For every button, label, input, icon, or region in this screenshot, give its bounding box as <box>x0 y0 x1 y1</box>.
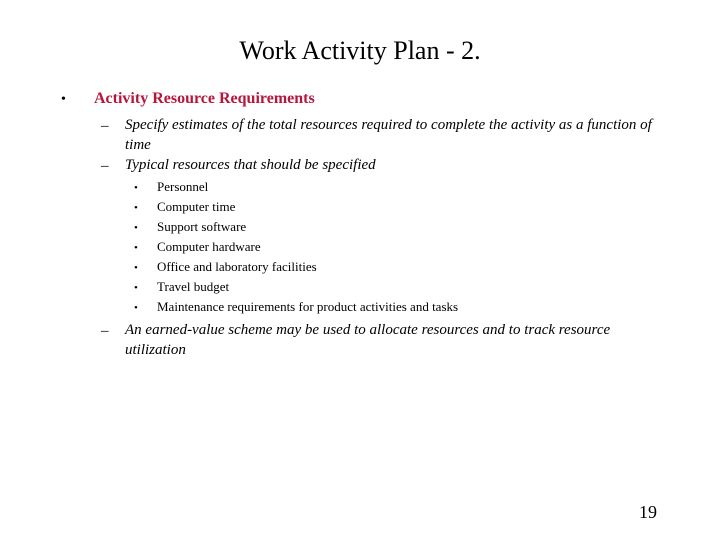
dash-marker: – <box>101 158 109 174</box>
section-heading: Activity Resource Requirements <box>94 90 315 107</box>
list-item-label: Maintenance requirements for product activities and tasks <box>157 299 459 314</box>
list-item-label: Computer time <box>157 199 236 214</box>
list-item-label: Computer hardware <box>157 239 261 254</box>
list-item <box>134 177 458 197</box>
bullet-marker: • <box>134 242 138 254</box>
bullet-marker: • <box>134 282 138 294</box>
list-item <box>134 257 458 277</box>
subpoint-typical-resources: Typical resources that should be specified <box>125 157 376 173</box>
list-item <box>134 297 458 317</box>
subpoint-earned-value: An earned-value scheme may be used to allocate resources and to track resource utilization <box>125 322 611 358</box>
list-item <box>134 217 458 237</box>
list-item <box>134 277 458 297</box>
list-item-label: Travel budget <box>157 279 230 294</box>
resource-list <box>134 177 458 317</box>
page-number: 19 <box>639 502 657 522</box>
dash-marker: – <box>101 323 109 339</box>
list-item <box>134 197 458 217</box>
slide-title: Work Activity Plan - 2. <box>239 36 481 65</box>
bullet-marker: • <box>134 262 138 274</box>
bullet-marker: • <box>134 202 138 214</box>
list-item-label: Office and laboratory facilities <box>157 259 317 274</box>
bullet-marker: • <box>134 222 138 234</box>
list-item-label: Personnel <box>157 179 209 194</box>
subpoint-estimates: Specify estimates of the total resources required to complete the activity as a function of time <box>125 117 652 153</box>
bullet-marker: • <box>134 302 138 314</box>
list-item-label: Support software <box>157 219 247 234</box>
bullet-marker: • <box>134 182 138 194</box>
dash-marker: – <box>101 118 109 134</box>
list-item <box>134 237 458 257</box>
bullet-marker: • <box>61 92 66 107</box>
